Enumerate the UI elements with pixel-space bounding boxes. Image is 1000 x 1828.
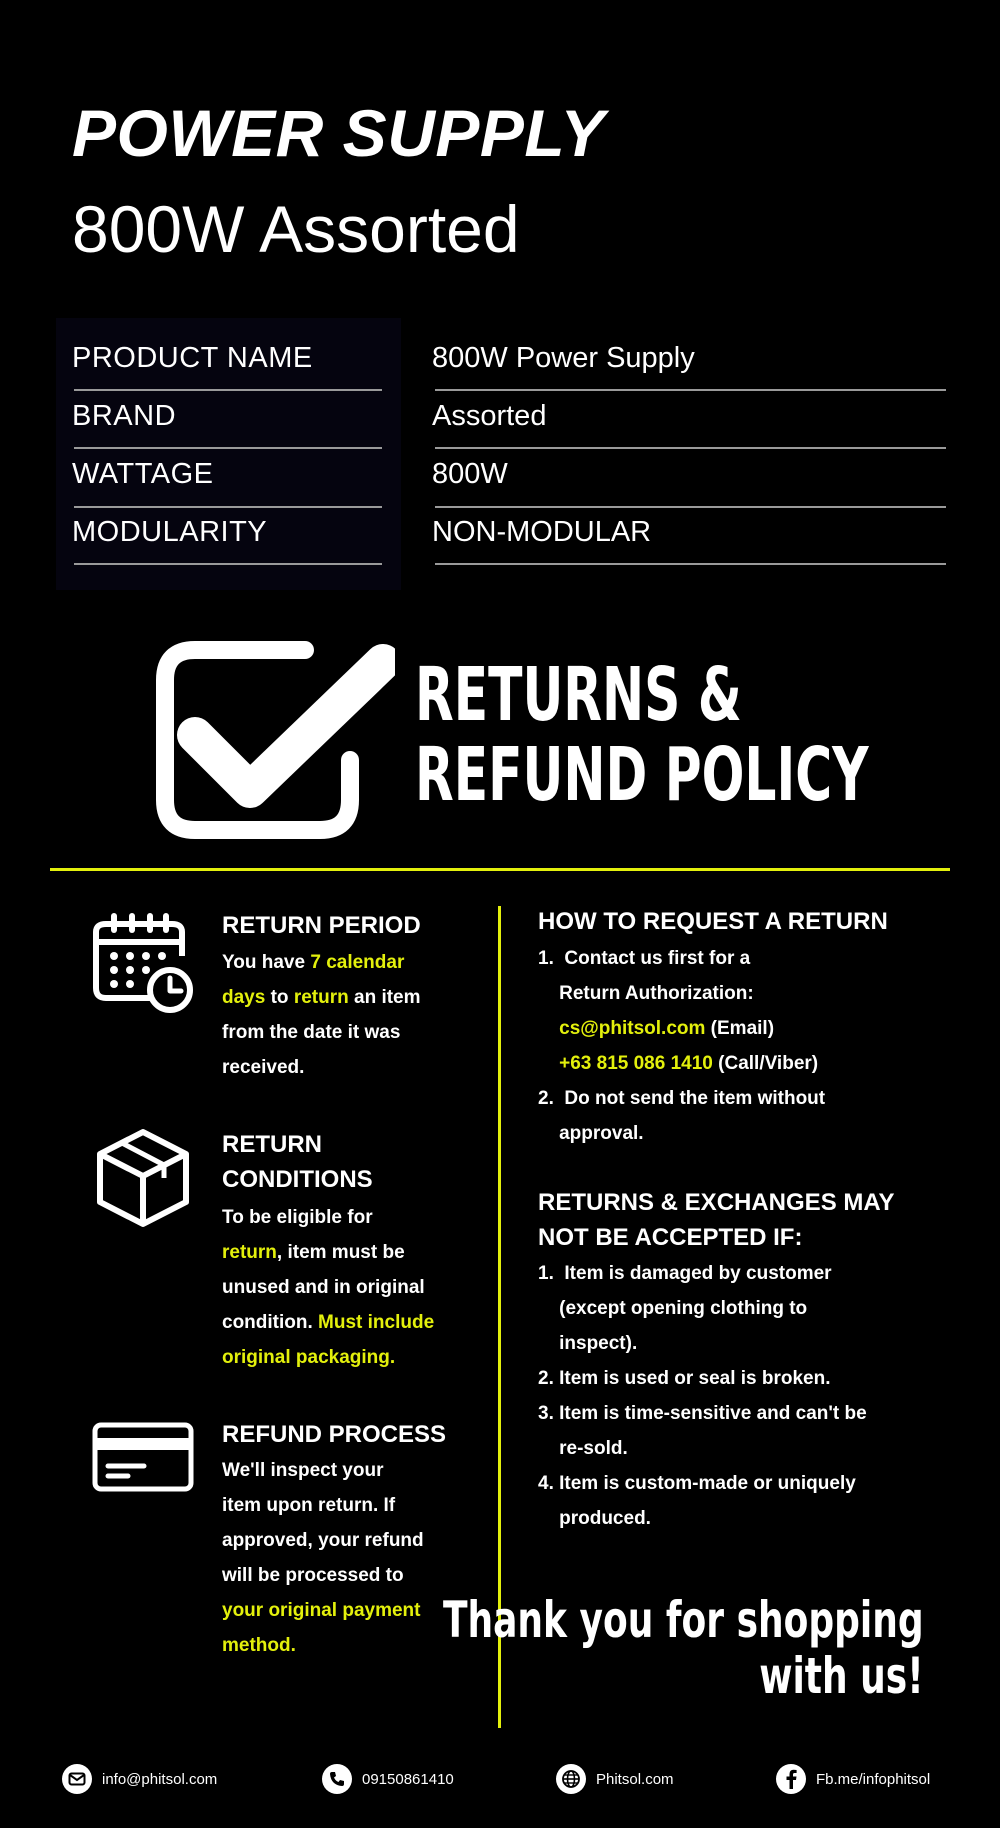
highlight-text: method. (222, 1635, 296, 1656)
refund-process-body (222, 1453, 462, 1663)
body-text: item upon return. If (222, 1495, 396, 1516)
thank-you-line1: Thank you for shopping (443, 1591, 924, 1649)
footer-website[interactable] (556, 1762, 674, 1796)
spec-value: 800W Power Supply (432, 342, 695, 374)
body-text (538, 1053, 559, 1074)
not-accepted-list (538, 1256, 867, 1536)
calendar-clock-icon (92, 912, 194, 1016)
spec-value: NON-MODULAR (432, 516, 652, 548)
text-line (538, 976, 825, 1011)
spec-label: WATTAGE (72, 458, 214, 490)
body-text: You have (222, 952, 311, 973)
body-text: To be eligible for (222, 1207, 373, 1228)
text-line (222, 1523, 462, 1558)
spec-row-brand (0, 400, 1000, 458)
spec-table (0, 0, 1000, 600)
body-text: (Email) (705, 1018, 775, 1039)
not-accepted-title-line1: RETURNS & EXCHANGES MAY (538, 1189, 895, 1216)
return-conditions-title (222, 1127, 373, 1197)
not-accepted-title-line2: NOT BE ACCEPTED IF: (538, 1224, 803, 1251)
text-line (222, 1628, 462, 1663)
text-line (222, 1558, 462, 1593)
spec-divider (435, 563, 946, 565)
text-line (538, 941, 825, 976)
text-line (222, 1453, 462, 1488)
text-line (538, 1256, 867, 1291)
highlight-text: +63 815 086 1410 (559, 1053, 713, 1074)
body-text: 1. Contact us first for a (538, 948, 751, 969)
text-line (222, 1305, 462, 1340)
text-line (538, 1011, 825, 1046)
highlight-text: Must include (318, 1312, 435, 1333)
mail-icon (62, 1764, 92, 1794)
body-text: Return Authorization: (538, 983, 754, 1004)
footer-facebook[interactable] (776, 1762, 930, 1796)
checkbox-icon (155, 640, 395, 840)
return-conditions-body (222, 1200, 462, 1375)
body-text: approved, your refund (222, 1530, 424, 1551)
body-text: from the date it was (222, 1022, 401, 1043)
text-line (222, 1270, 462, 1305)
body-text: produced. (538, 1508, 651, 1529)
body-text (538, 1018, 559, 1039)
spec-row-product-name (0, 342, 1000, 400)
highlight-text: original packaging. (222, 1347, 396, 1368)
page-title: POWER SUPPLY (72, 96, 605, 170)
highlight-text: 7 calendar (310, 952, 405, 973)
page-subtitle: 800W Assorted (72, 192, 520, 266)
not-accepted-title (538, 1185, 895, 1255)
refund-process-title: REFUND PROCESS (222, 1421, 447, 1448)
body-text: (Call/Viber) (712, 1053, 819, 1074)
spec-label: MODULARITY (72, 516, 268, 548)
spec-divider (435, 389, 946, 391)
text-line (222, 980, 462, 1015)
body-text: 4. Item is custom-made or uniquely (538, 1473, 856, 1494)
spec-divider (74, 447, 382, 449)
highlight-text: your original payment (222, 1600, 421, 1621)
spec-divider (74, 389, 382, 391)
body-text: 3. Item is time-sensitive and can't be (538, 1403, 867, 1424)
return-conditions-title-line2: CONDITIONS (222, 1166, 373, 1193)
phone-icon (322, 1764, 352, 1794)
policy-heading-line1: RETURNS & (415, 652, 742, 738)
highlight-text: days (222, 987, 266, 1008)
body-text: (except opening clothing to (538, 1298, 808, 1319)
text-line (538, 1396, 867, 1431)
text-line (538, 1081, 825, 1116)
text-line (538, 1431, 867, 1466)
policy-heading (415, 652, 869, 818)
facebook-icon (776, 1764, 806, 1794)
body-text: an item (348, 987, 421, 1008)
text-line (538, 1291, 867, 1326)
footer-email[interactable] (62, 1762, 217, 1796)
text-line (222, 1488, 462, 1523)
spec-divider (435, 447, 946, 449)
text-line (222, 1050, 462, 1085)
body-text: condition. (222, 1312, 319, 1333)
spec-divider (74, 506, 382, 508)
text-line (538, 1116, 825, 1151)
return-period-title: RETURN PERIOD (222, 912, 421, 939)
body-text: received. (222, 1057, 305, 1078)
thank-you-line2: with us! (759, 1647, 924, 1705)
spec-divider (435, 506, 946, 508)
box-icon (94, 1128, 192, 1228)
text-line (538, 1326, 867, 1361)
text-line (538, 1466, 867, 1501)
credit-card-icon (92, 1422, 194, 1492)
how-to-request-list (538, 941, 825, 1151)
spec-label: BRAND (72, 400, 177, 432)
thank-you-message (443, 1592, 924, 1704)
text-line (222, 945, 462, 980)
footer-facebook-text: Fb.me/infophitsol (816, 1770, 931, 1788)
text-line (222, 1235, 462, 1270)
return-period-body (222, 945, 462, 1085)
highlight-text: cs@phitsol.com (559, 1018, 706, 1039)
spec-value: 800W (432, 458, 508, 490)
body-text: unused and in original (222, 1277, 425, 1298)
spec-label: PRODUCT NAME (72, 342, 313, 374)
spec-value: Assorted (432, 400, 547, 432)
text-line (538, 1361, 867, 1396)
globe-icon (556, 1764, 586, 1794)
highlight-text: return (293, 987, 349, 1008)
footer-email-text: info@phitsol.com (102, 1770, 218, 1788)
body-text: to (265, 987, 294, 1008)
footer-website-text: Phitsol.com (596, 1770, 674, 1788)
body-text: will be processed to (222, 1565, 404, 1586)
text-line (538, 1501, 867, 1536)
body-text: 2. Item is used or seal is broken. (538, 1368, 831, 1389)
highlight-text: return (222, 1242, 277, 1263)
body-text: , item must be (276, 1242, 405, 1263)
text-line (222, 1015, 462, 1050)
body-text: approval. (538, 1123, 644, 1144)
footer-phone-text: 09150861410 (362, 1770, 454, 1788)
section-divider (50, 868, 950, 871)
body-text: We'll inspect your (222, 1460, 384, 1481)
spec-row-modularity (0, 516, 1000, 574)
return-conditions-title-line1: RETURN (222, 1131, 322, 1158)
text-line (222, 1200, 462, 1235)
footer-phone[interactable] (322, 1762, 454, 1796)
body-text: re-sold. (538, 1438, 628, 1459)
text-line (222, 1593, 462, 1628)
body-text: inspect). (538, 1333, 638, 1354)
policy-heading-line2: REFUND POLICY (415, 732, 869, 818)
spec-divider (74, 563, 382, 565)
body-text: 1. Item is damaged by customer (538, 1263, 832, 1284)
body-text: 2. Do not send the item without (538, 1088, 826, 1109)
text-line (222, 1340, 462, 1375)
how-to-request-title: HOW TO REQUEST A RETURN (538, 908, 888, 935)
text-line (538, 1046, 825, 1081)
